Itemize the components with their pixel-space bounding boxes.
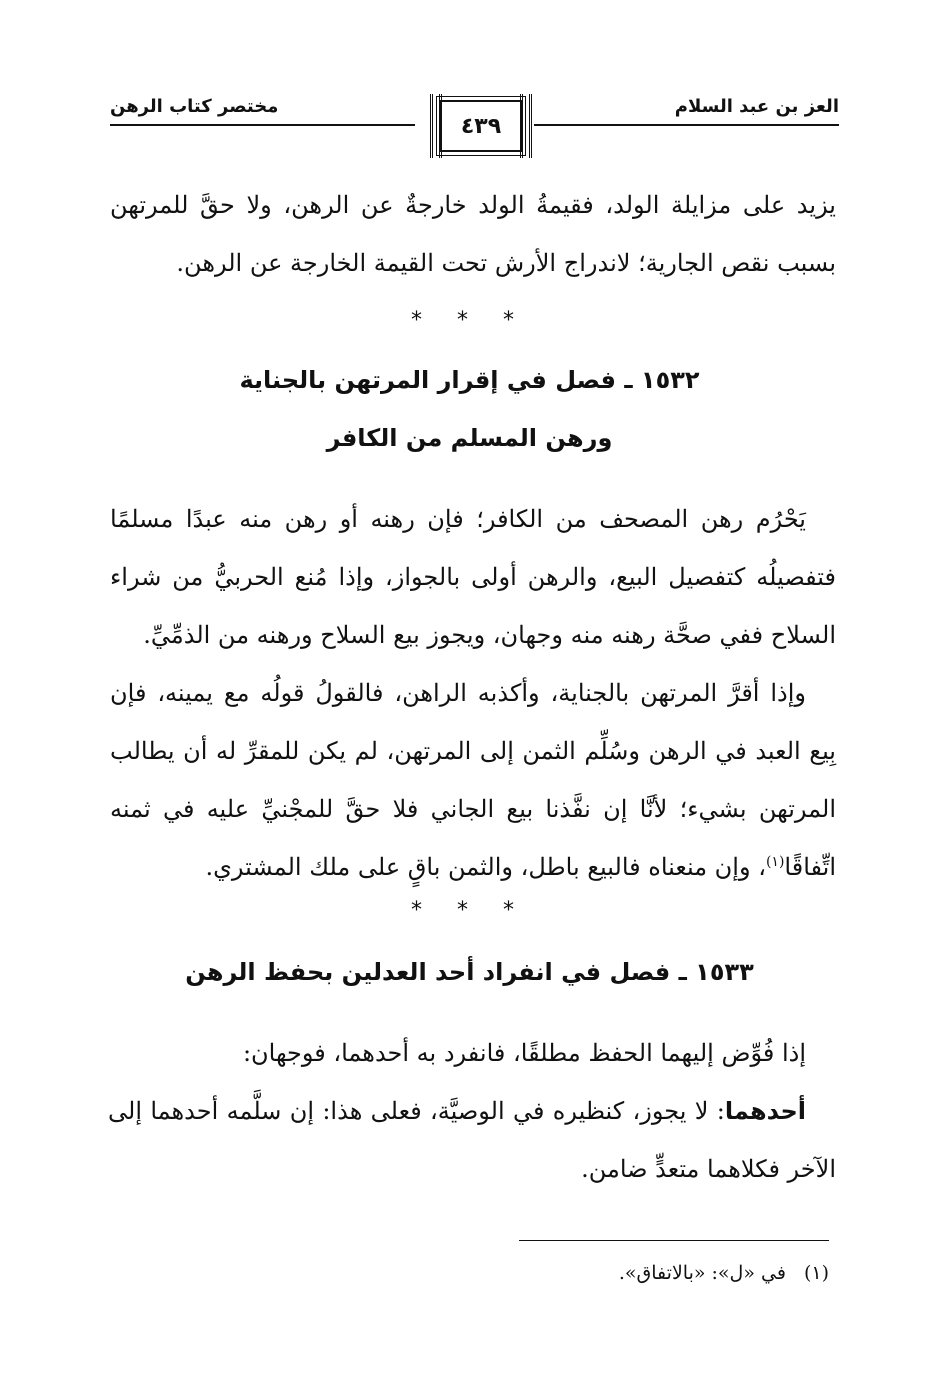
header-book-title: مختصر كتاب الرهن [110,96,279,117]
header-rule-left [110,124,415,126]
section-1532-title-line1: ١٥٣٢ ـ فصل في إقرار المرتهن بالجناية [239,366,700,394]
section-1533-paragraph-2 [108,1082,836,1198]
paragraph-text: وإذا أقرَّ المرتهن بالجناية، وأكذبه الراهن، فالقولُ قولُه مع يمينه، فإن بِيع العبد في الرهن وسُلِّم الثمن إلى المرتهن، لم يكن للمقرِّ له أن يطالب المرتهن بشيء؛ لأنَّا إن نفَّذنا بيع الجاني فلا حقَّ للمجْنيِّ عليه في ثمنه اتِّفاقًا [110,679,836,881]
paragraph-text: : لا يجوز، كنظيره في الوصيَّة، فعلى هذا: إن سلَّمه أحدهما إلى الآخر فكلاهما متعدٍّ ضامن. [108,1097,836,1183]
section-1532-paragraph-2 [110,664,836,896]
section-separator: * * * [411,898,528,923]
footnote-marker[interactable]: (١) [765,854,785,870]
footnote-text: في «ل»: «بالاتفاق». [618,1262,786,1284]
paragraph-term: أحدهما [724,1097,806,1125]
footnote-number: (١) [803,1262,829,1284]
header-author: العز بن عبد السلام [674,96,839,117]
paragraph-text: إذا فُوِّض إليهما الحفظ مطلقًا، فانفرد به أحدهما، فوجهان: [242,1039,806,1067]
running-header [110,92,839,162]
footnote [110,1262,829,1284]
section-separator: * * * [411,308,528,333]
paragraph-text: يَحْرُم رهن المصحف من الكافر؛ فإن رهنه أو رهن منه عبدًا مسلمًا فتفصيلُه كتفصيل البيع، والرهن أولى بالجواز، وإذا مُنع الحربيُّ من شراء السلاح ففي صحَّة رهنه منه وجهان، ويجوز بيع السلاح ورهنه من الذمِّيِّ. [110,505,836,649]
header-rule-right [534,124,839,126]
section-1532-paragraph-1 [110,490,836,664]
section-1533-paragraph-1 [110,1024,836,1082]
page-number: ٤٣٩ [440,100,522,152]
paragraph-text: ، وإن منعناه فالبيع باطل، والثمن باقٍ على ملك المشتري. [205,853,766,881]
section-1532-title-line2: ورهن المسلم من الكافر [326,424,613,452]
footnote-rule [519,1240,829,1241]
section-1533-title: ١٥٣٣ ـ فصل في انفراد أحد العدلين بحفظ الرهن [185,958,754,986]
continuation-paragraph: يزيد على مزايلة الولد، فقيمةُ الولد خارجةٌ عن الرهن، ولا حقَّ للمرتهن بسبب نقص الجارية؛ لاندراج الأرش تحت القيمة الخارجة عن الرهن. [110,191,836,277]
